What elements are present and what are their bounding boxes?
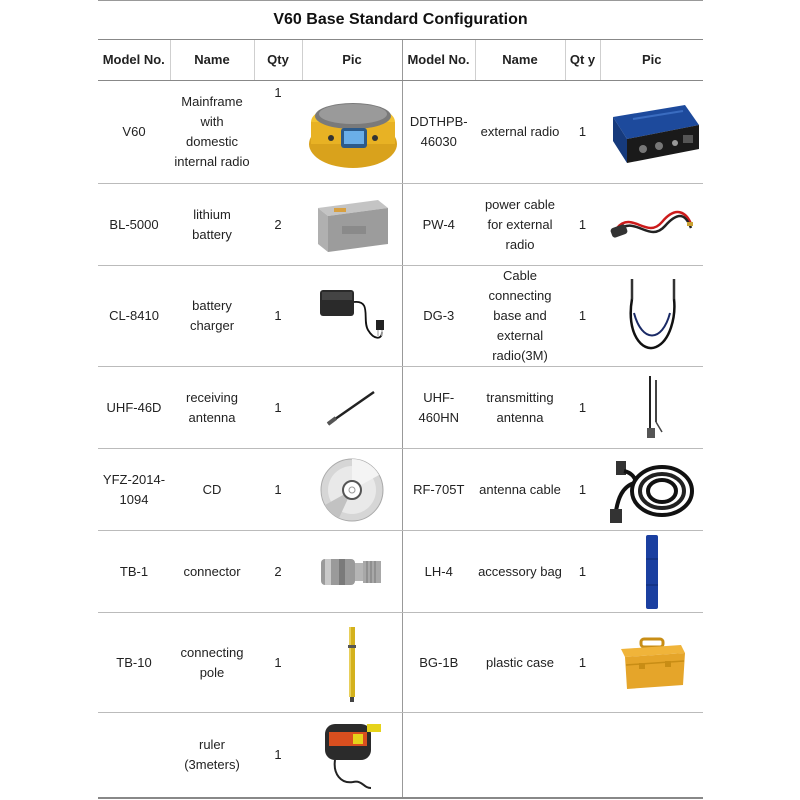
power-cable-icon [607, 200, 697, 250]
qty-cell-right: 1 [565, 367, 600, 449]
name-cell-right: antenna cable [475, 449, 565, 531]
model-cell: TB-1 [98, 531, 170, 613]
model-cell-right: PW-4 [402, 184, 475, 266]
name-cell-right: plastic case [475, 613, 565, 713]
qty-cell: 1 [254, 266, 302, 367]
table-row [98, 713, 703, 799]
antenna-cable-icon [604, 453, 700, 527]
name-cell-right: power cable for external radio [475, 184, 565, 266]
model-cell: BL-5000 [98, 184, 170, 266]
model-cell: YFZ-2014-1094 [98, 449, 170, 531]
qty-cell: 1 [254, 449, 302, 531]
case-icon [617, 635, 687, 691]
header-qty-right: Qt y [565, 40, 600, 81]
table-row [98, 531, 703, 613]
configuration-sheet [98, 0, 703, 787]
header-model: Model No. [98, 40, 170, 81]
model-cell: V60 [98, 81, 170, 184]
battery-icon [312, 194, 392, 256]
qty-cell-right: 1 [565, 184, 600, 266]
model-cell [98, 713, 170, 799]
model-cell-right: RF-705T [402, 449, 475, 531]
header-qty: Qty [254, 40, 302, 81]
connector-icon [317, 549, 387, 595]
header-model-right: Model No. [402, 40, 475, 81]
transmitting-antenna-icon [632, 372, 672, 444]
qty-cell: 1 [254, 367, 302, 449]
radio-icon [603, 97, 703, 167]
charger-icon [312, 280, 392, 352]
name-cell: Mainframe with domestic internal radio [170, 81, 254, 184]
name-cell: receiving antenna [170, 367, 254, 449]
name-cell-right: Cable connecting base and external radio(3M) [475, 266, 565, 367]
header-name-right: Name [475, 40, 565, 81]
name-cell: connecting pole [170, 613, 254, 713]
bag-icon [637, 533, 667, 611]
header-name: Name [170, 40, 254, 81]
model-cell-right: BG-1B [402, 613, 475, 713]
configuration-table [98, 40, 703, 799]
antenna-icon [322, 388, 382, 428]
table-row [98, 449, 703, 531]
model-cell-right: UHF-460HN [402, 367, 475, 449]
name-cell-right: accessory bag [475, 531, 565, 613]
qty-cell: 2 [254, 184, 302, 266]
qty-cell: 2 [254, 531, 302, 613]
page-title: V60 Base Standard Configuration [98, 0, 703, 40]
table-row [98, 81, 703, 184]
table-header-row [98, 40, 703, 81]
name-cell-right: external radio [475, 81, 565, 184]
qty-cell-right: 1 [565, 613, 600, 713]
qty-cell: 1 [254, 81, 302, 184]
tape-measure-icon [319, 718, 385, 792]
qty-cell: 1 [254, 713, 302, 799]
model-cell: TB-10 [98, 613, 170, 713]
qty-cell: 1 [254, 613, 302, 713]
coiled-cable-icon [612, 273, 692, 359]
name-cell: battery charger [170, 266, 254, 367]
model-cell: UHF-46D [98, 367, 170, 449]
name-cell: ruler (3meters) [170, 713, 254, 799]
model-cell-right: DG-3 [402, 266, 475, 367]
cd-icon [319, 457, 385, 523]
qty-cell-right: 1 [565, 531, 600, 613]
model-cell: CL-8410 [98, 266, 170, 367]
gnss-receiver-icon [305, 92, 401, 172]
table-row [98, 266, 703, 367]
table-row [98, 367, 703, 449]
qty-cell-right: 1 [565, 449, 600, 531]
header-pic-right: Pic [600, 40, 703, 81]
qty-cell-right: 1 [565, 81, 600, 184]
model-cell-right: LH-4 [402, 531, 475, 613]
name-cell: CD [170, 449, 254, 531]
pole-icon [342, 623, 362, 703]
qty-cell-right: 1 [565, 266, 600, 367]
table-row [98, 184, 703, 266]
model-cell-right: DDTHPB-46030 [402, 81, 475, 184]
name-cell: connector [170, 531, 254, 613]
name-cell: lithium battery [170, 184, 254, 266]
table-row [98, 613, 703, 713]
name-cell-right: transmitting antenna [475, 367, 565, 449]
header-pic: Pic [302, 40, 402, 81]
